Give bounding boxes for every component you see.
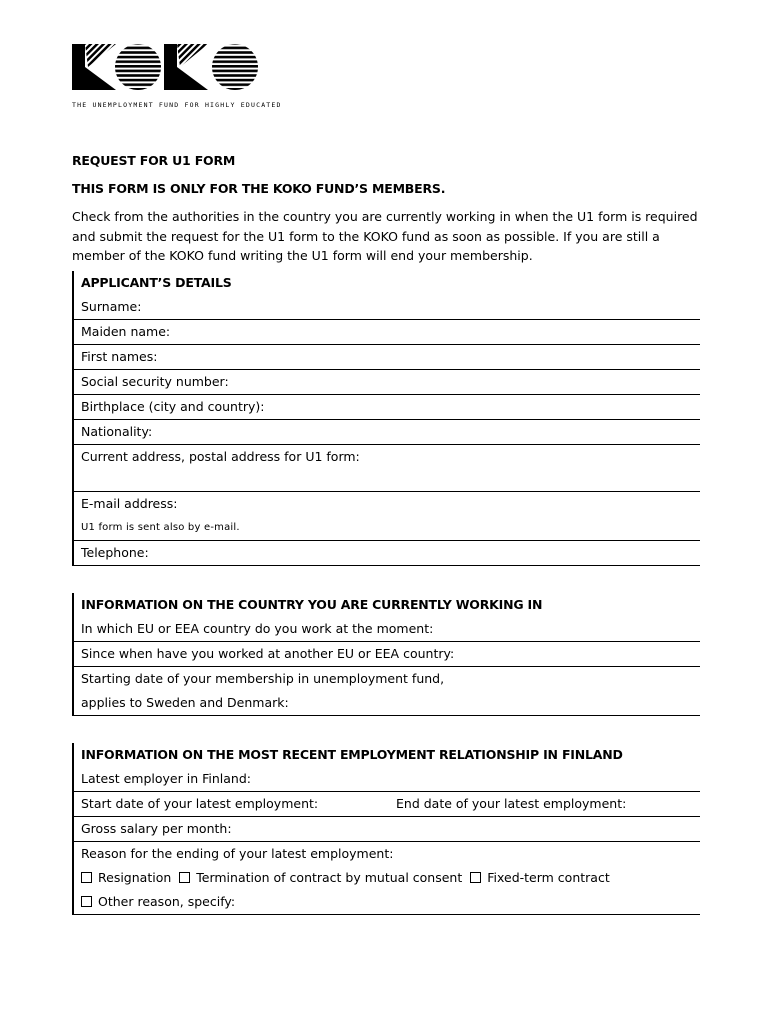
logo-tagline: THE UNEMPLOYMENT FUND FOR HIGHLY EDUCATED	[72, 101, 282, 109]
form-intro: Check from the authorities in the country you are currently working in when the U1 form is required and submit the request for the U1 form to the KOKO fund as soon as possible. If you are still a member of the KOKO fund writing the U1 form will end your membership.	[72, 209, 698, 263]
birthplace-field[interactable]: Birthplace (city and country):	[74, 394, 700, 419]
form-title: REQUEST FOR U1 FORM	[72, 153, 236, 168]
latest-employer-field[interactable]: Latest employer in Finland:	[81, 771, 251, 786]
applicant-heading: APPLICANT’S DETAILS	[81, 275, 232, 290]
employment-heading: INFORMATION ON THE MOST RECENT EMPLOYMENT RELATIONSHIP IN FINLAND	[81, 747, 623, 762]
mutual-consent-label: Termination of contract by mutual consent	[196, 870, 463, 885]
mutual-consent-checkbox[interactable]	[179, 872, 190, 883]
membership-applies-label: applies to Sweden and Denmark:	[81, 695, 289, 710]
koko-logo	[72, 42, 262, 98]
first-names-field[interactable]: First names:	[74, 344, 700, 369]
other-reason-row	[74, 890, 700, 914]
fixed-term-label: Fixed-term contract	[487, 870, 610, 885]
employment-dates-row	[74, 791, 700, 816]
country-heading: INFORMATION ON THE COUNTRY YOU ARE CURRENTLY WORKING IN	[81, 597, 543, 612]
reason-label: Reason for the ending of your latest employment:	[74, 841, 700, 866]
other-reason-checkbox[interactable]	[81, 896, 92, 907]
telephone-field[interactable]: Telephone:	[74, 540, 700, 565]
since-when-field[interactable]: Since when have you worked at another EU or EEA country:	[74, 641, 700, 666]
ssn-field[interactable]: Social security number:	[74, 369, 700, 394]
surname-field[interactable]: Surname:	[81, 299, 142, 314]
form-subtitle: THIS FORM IS ONLY FOR THE KOKO FUND’S MEMBERS.	[72, 181, 446, 196]
fixed-term-checkbox[interactable]	[470, 872, 481, 883]
start-date-field[interactable]: Start date of your latest employment:	[81, 796, 319, 811]
reason-options	[74, 866, 700, 890]
employment-section	[72, 743, 700, 915]
nationality-field[interactable]: Nationality:	[74, 419, 700, 444]
email-field[interactable]: E-mail address:	[74, 491, 700, 516]
resignation-label: Resignation	[98, 870, 172, 885]
maiden-name-field[interactable]: Maiden name:	[74, 319, 700, 344]
gross-salary-field[interactable]: Gross salary per month:	[74, 816, 700, 841]
email-note: U1 form is sent also by e-mail.	[81, 522, 240, 533]
membership-start-field[interactable]: Starting date of your membership in unemployment fund,	[74, 666, 700, 691]
applicant-section	[72, 271, 700, 566]
country-section	[72, 593, 700, 716]
other-reason-label[interactable]: Other reason, specify:	[98, 894, 236, 909]
end-date-field[interactable]: End date of your latest employment:	[396, 796, 627, 811]
address-field[interactable]: Current address, postal address for U1 form:	[74, 444, 700, 491]
resignation-checkbox[interactable]	[81, 872, 92, 883]
which-country-field[interactable]: In which EU or EEA country do you work at the moment:	[81, 621, 434, 636]
